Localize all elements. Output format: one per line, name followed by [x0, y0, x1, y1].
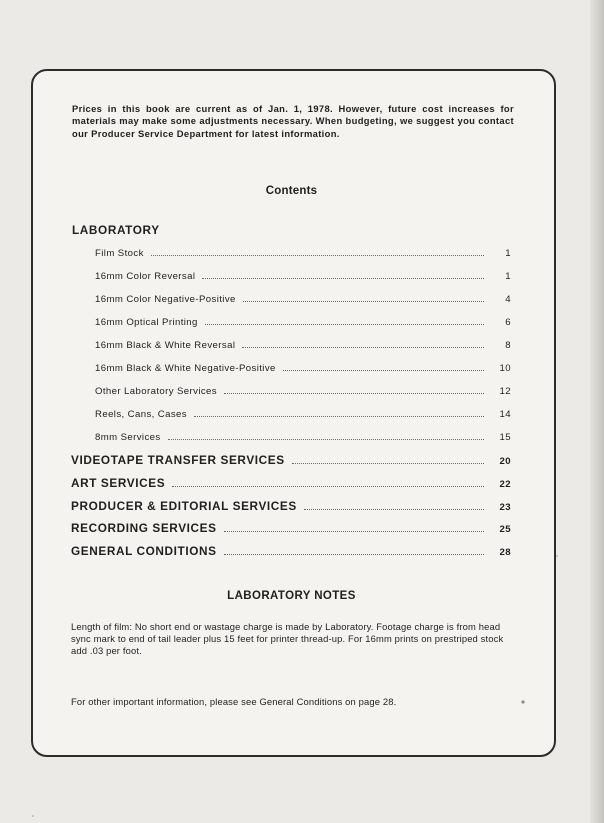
- toc-item-page: 6: [505, 317, 511, 328]
- toc-item-page: 1: [505, 248, 511, 259]
- toc-item-page: 10: [499, 363, 511, 374]
- toc-section-label: ART SERVICES: [71, 476, 166, 490]
- toc-item-page: 4: [505, 294, 511, 305]
- toc-item-page: 15: [499, 432, 511, 443]
- price-notice: Prices in this book are current as of Jan. 1, 1978. However, future cost increases for materials may make some adjustments necessary. When budgeting, we suggest you contact our Producer Service Department for latest information.: [72, 103, 514, 139]
- laboratory-notes-body: Length of film: No short end or wastage charge is made by Laboratory. Footage charge is from head sync mark to end of tail leader plus 15 feet for printer thread-up. For 16mm prints on prestriped stock add .03 per foot.: [71, 621, 504, 657]
- laboratory-notes-title: LABORATORY NOTES: [227, 590, 356, 602]
- toc-section-page: 23: [499, 502, 511, 513]
- toc-item-label: 8mm Services: [95, 432, 161, 443]
- footer-note: For other important information, please see General Conditions on page 28.: [71, 696, 397, 707]
- toc-item-label: Other Laboratory Services: [95, 386, 217, 397]
- toc-section-label: GENERAL CONDITIONS: [71, 544, 217, 558]
- toc-section-page: 25: [499, 524, 511, 535]
- toc-section-page: 28: [499, 547, 511, 558]
- toc-item-label: Film Stock: [95, 248, 144, 259]
- laboratory-heading: LABORATORY: [72, 223, 160, 237]
- toc-item-label: 16mm Black & White Negative-Positive: [95, 363, 276, 374]
- contents-title: Contents: [265, 185, 318, 197]
- toc-item-page: 14: [499, 409, 511, 420]
- toc-item-label: Reels, Cans, Cases: [95, 409, 187, 420]
- toc-section-page: 20: [499, 456, 511, 467]
- toc-item-page: 12: [499, 386, 511, 397]
- toc-section-label: PRODUCER & EDITORIAL SERVICES: [71, 499, 297, 513]
- toc-section-label: RECORDING SERVICES: [71, 521, 217, 535]
- toc-section-label: VIDEOTAPE TRANSFER SERVICES: [71, 453, 285, 467]
- toc-item-page: 1: [505, 271, 511, 282]
- toc-item-label: 16mm Optical Printing: [95, 317, 198, 328]
- toc-item-label: 16mm Black & White Reversal: [95, 340, 236, 351]
- toc-item-label: 16mm Color Negative-Positive: [95, 294, 236, 305]
- toc-section-page: 22: [499, 479, 511, 490]
- toc-item-page: 8: [505, 340, 511, 351]
- toc-item-label: 16mm Color Reversal: [95, 271, 196, 282]
